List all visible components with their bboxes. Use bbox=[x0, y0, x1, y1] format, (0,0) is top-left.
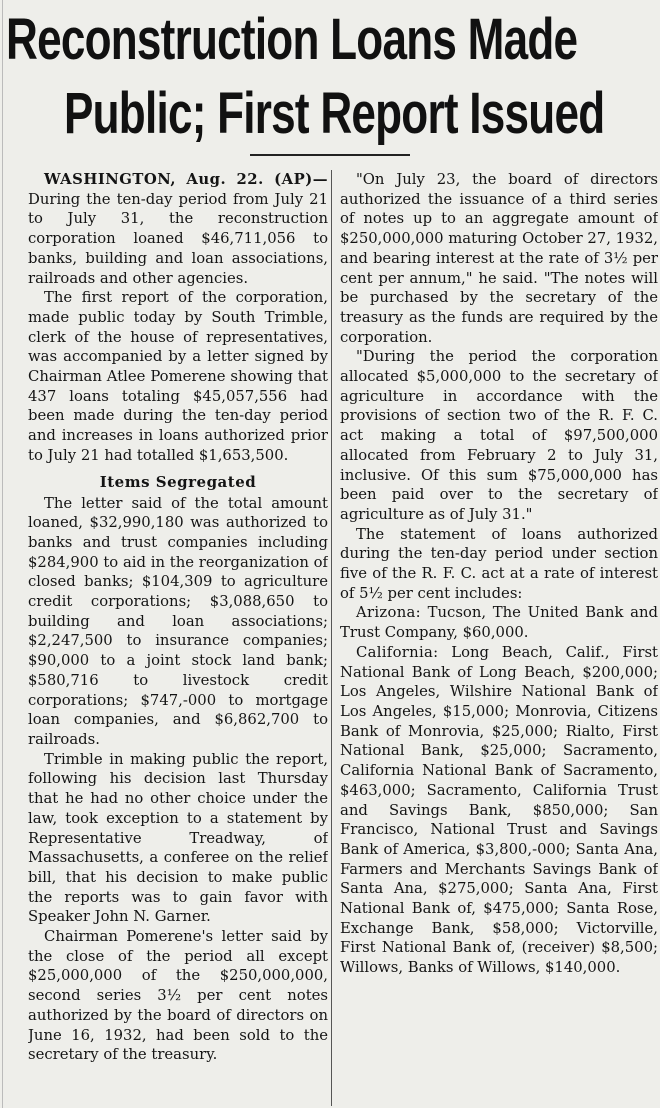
paragraph-statement: The statement of loans authorized during the ten-day period under section five of the R. F. C. act at a rate of interest of 5½ per cent includes: bbox=[340, 525, 658, 602]
headline-line-1: Reconstruction Loans Made bbox=[6, 7, 578, 72]
state-label-arizona: Arizona: bbox=[356, 604, 421, 622]
dateline: WASHINGTON, Aug. 22. (AP)— bbox=[44, 171, 328, 188]
column-divider bbox=[331, 170, 332, 1106]
paragraph-lead bbox=[28, 170, 328, 288]
right-column bbox=[340, 170, 658, 1106]
paragraph-arizona bbox=[340, 603, 658, 642]
headline-line-2: Public; First Report Issued bbox=[64, 81, 605, 146]
paragraph-trimble: Trimble in making public the report, following his decision last Thursday that he had no other choice under the law, took exception to a statement by Representative Treadway, of Massachusetts, a conferee on the relief bill, that his decision to make public the reports was to gain favor with Speaker John N. Garner. bbox=[28, 750, 328, 926]
paragraph-first-report: The first report of the corporation, made public today by South Trimble, clerk of the house of representatives, was accompanied by a letter signed by Chairman Atlee Pomerene showing that 437 loans totaling $45,057,556 had been made during the ten-day period and increases in loans authorized prior to July 21 had totalled $1,653,500. bbox=[28, 289, 328, 464]
arizona-loans: Tucson, The United Bank and Trust Company, $60,000. bbox=[340, 604, 658, 642]
state-label-california: California: bbox=[356, 643, 439, 661]
page-edge bbox=[2, 0, 3, 1108]
paragraph-loan-breakdown: The letter said of the total amount loaned, $32,990,180 was authorized to banks and trust companies including $284,900 to aid in the reorganization of closed banks; $104,309 to agriculture credit corporations; $3,088,650 to building and loan associations; $2,247,500 to insurance companies; $90,000 to a joint stock land bank; $580,716 to livestock credit corporations; $747,-000 to mortgage loan companies, and $6,862,700 to railroads. bbox=[28, 494, 328, 748]
paragraph-agriculture: "During the period the corporation allocated $5,000,000 to the secretary of agriculture in accordance with the provisions of section two of the R. F. C. act making a total of $97,500,000 allocated from February 2 to July 31, inclusive. Of this sum $75,000,000 has been paid over to the secretary of agriculture as of July 31." bbox=[340, 348, 658, 523]
lead-text: During the ten-day period from July 21 to July 31, the reconstruction corporation loaned $46,711,056 to banks, building and loan associations, railroads and other agencies. bbox=[28, 190, 328, 287]
paragraph-board-notes: "On July 23, the board of directors authorized the issuance of a third series of notes up to an aggregate amount of $250,000,000 maturing October 27, 1932, and bearing interest at the rate of 3½ per cent per annum," he said. "The notes will be purchased by the secretary of the treasury as the funds are required by the corporation. bbox=[340, 171, 658, 346]
headline bbox=[0, 0, 660, 146]
subhead: Items Segregated bbox=[99, 472, 257, 491]
headline-rule bbox=[250, 154, 410, 156]
california-loans: Long Beach, Calif., First National Bank of Long Beach, $200,000; Los Angeles, Wilshire National Bank of Los Angeles, $15,000; Monrovia, Citizens Bank of Monrovia, $25,000; Rialto, First National Bank, $25,000; Sacramento, California National Bank of Sacramento, $463,000; Sacramento, California Trust and Savings Bank, $850,000; San Francisco, National Trust and Savings Bank of America, $3,800,-000; Santa Ana, Farmers and Merchants Savings Bank of Santa Ana, $275,000; Santa Ana, First National Bank of, $475,000; Santa Rose, Exchange Bank, $58,000; Victorville, First National Bank of, (receiver) $8,500; Willows, Banks of Willows, $140,000. bbox=[340, 643, 658, 977]
paragraph-california bbox=[340, 643, 658, 978]
paragraph-pomerene-letter: Chairman Pomerene's letter said by the close of the period all except $25,000,000 of the $250,000,000, second series 3½ per cent notes authorized by the board of directors on June 16, 1932, had been sold to the secretary of the treasury. bbox=[28, 928, 328, 1064]
left-column bbox=[28, 170, 328, 1106]
